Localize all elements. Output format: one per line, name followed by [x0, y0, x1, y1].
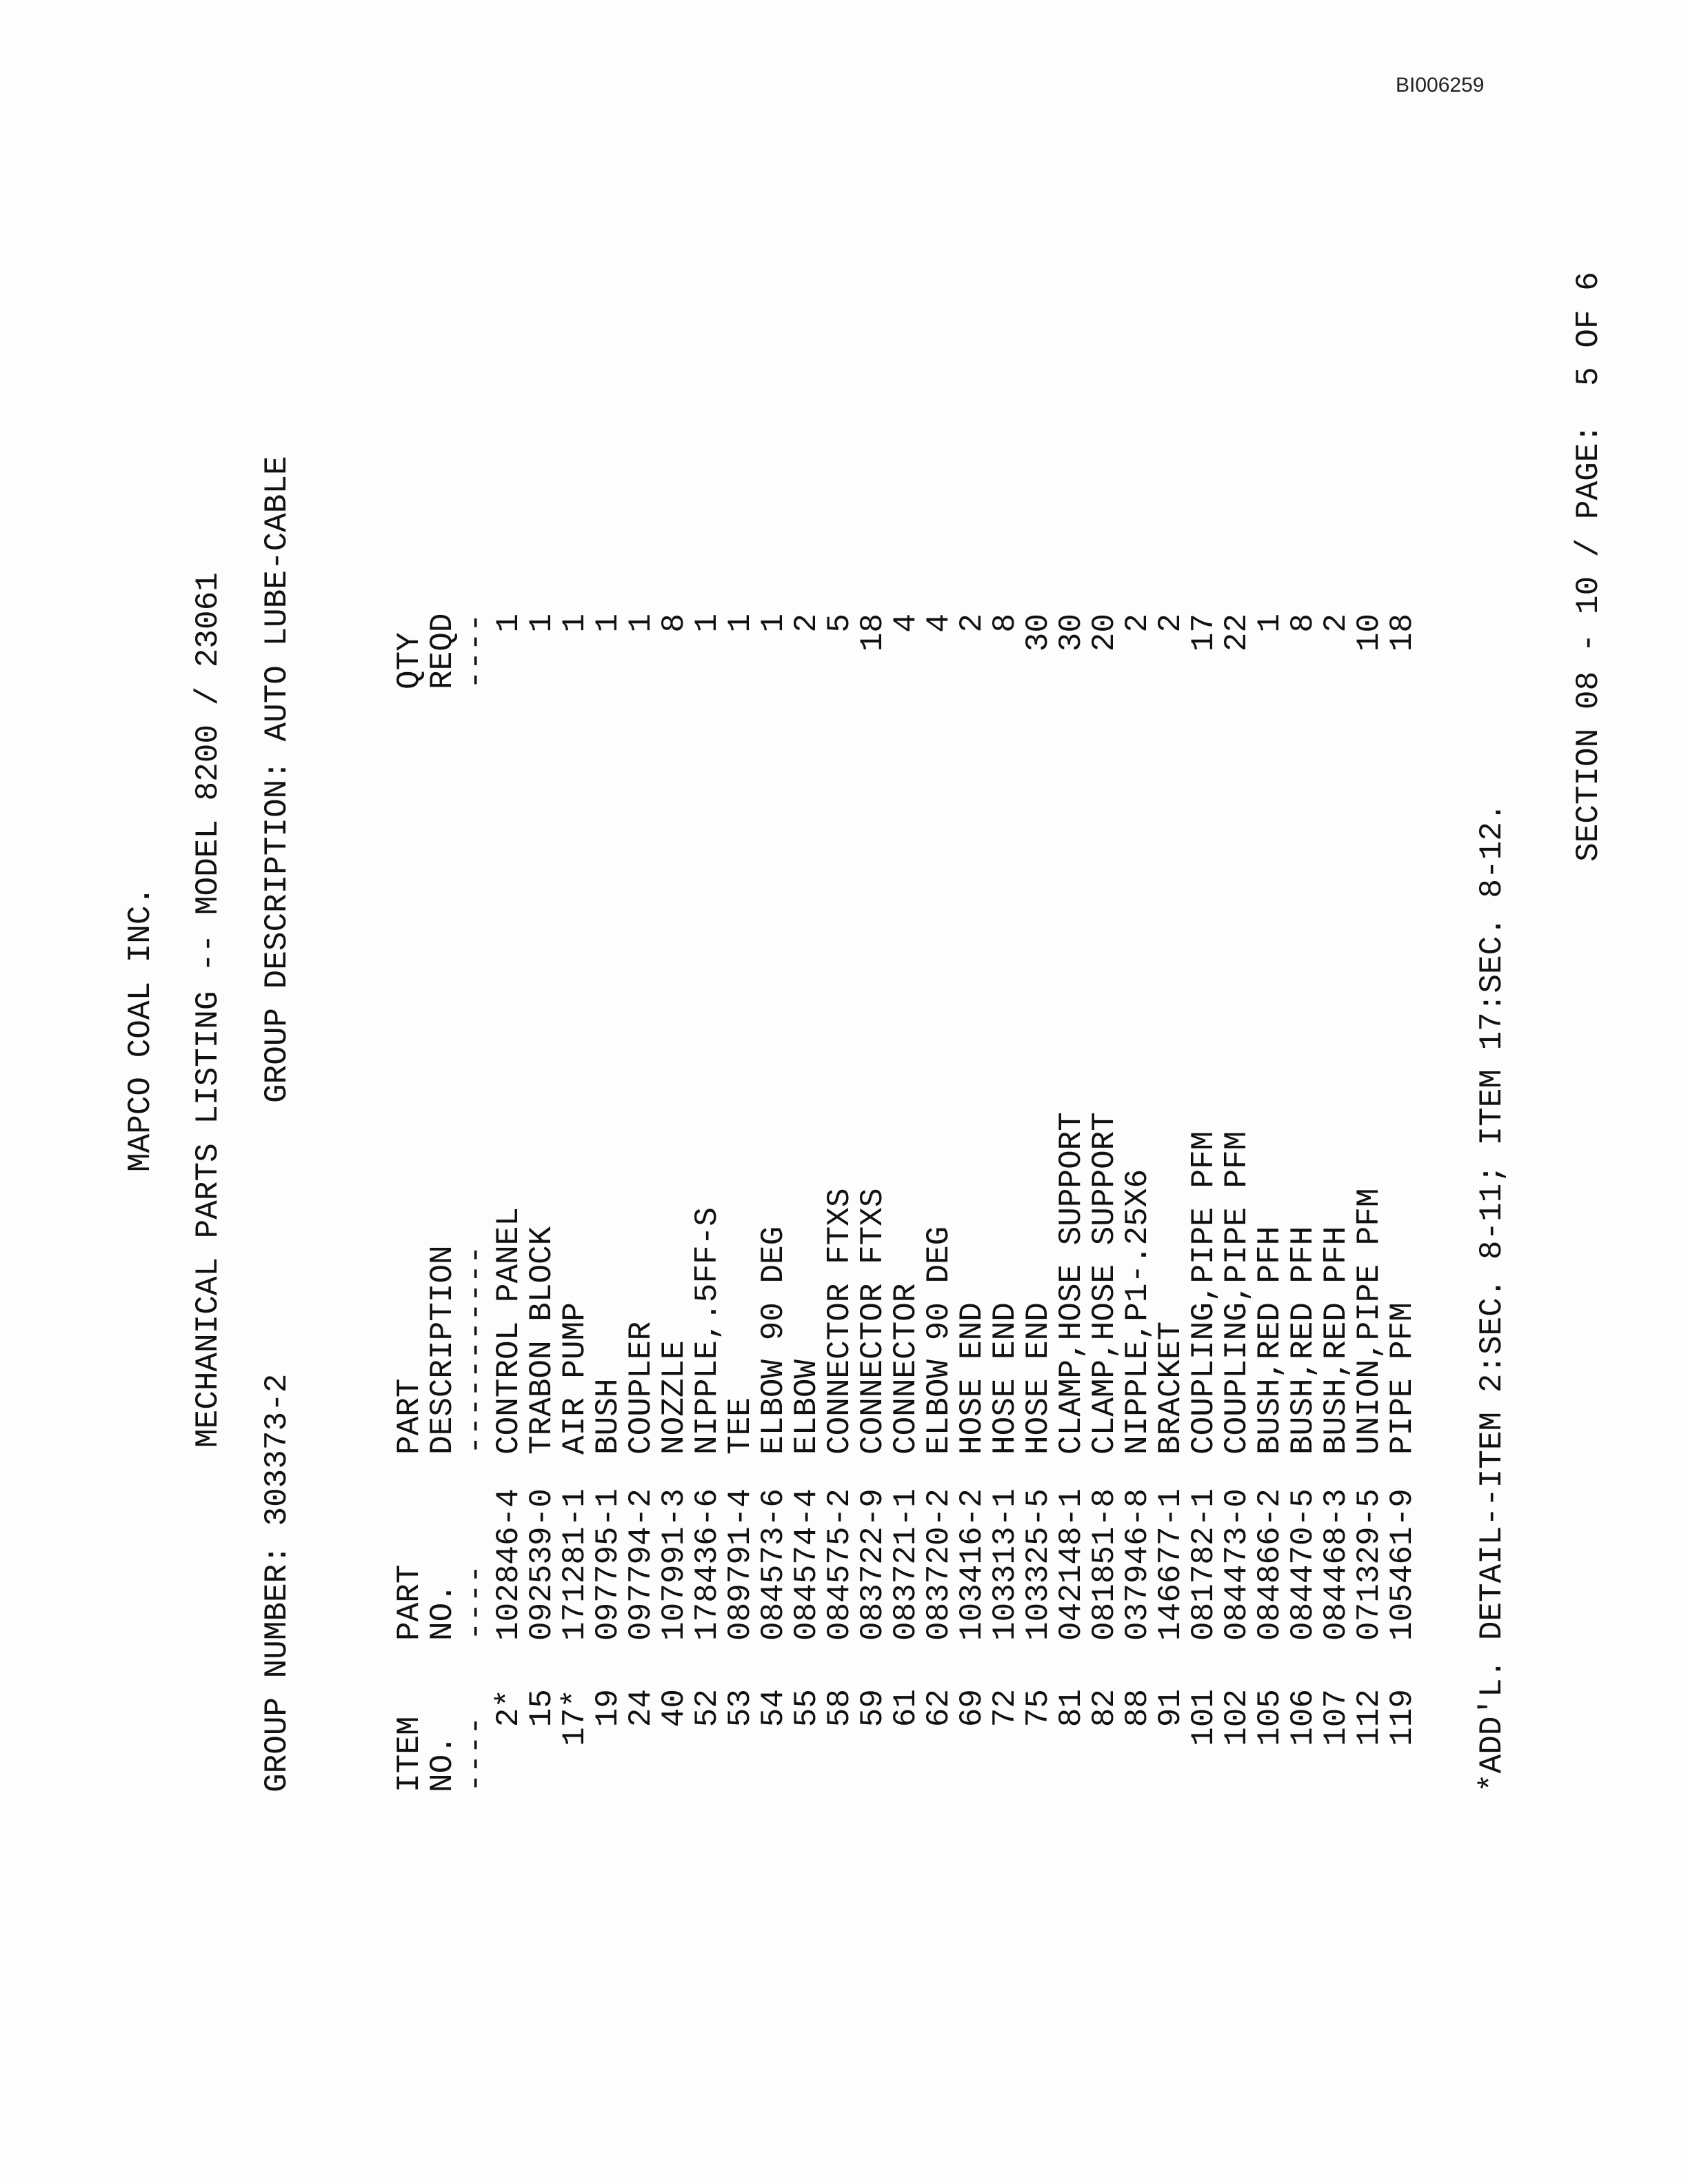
- part-no: 103325-5: [1021, 1488, 1056, 1641]
- table-row: [492, 552, 525, 1792]
- qty-reqd: 30: [1054, 614, 1089, 652]
- part-no: 105461-9: [1385, 1488, 1420, 1641]
- item-no: 91: [1153, 1689, 1189, 1728]
- company-name: MAPCO COAL INC.: [123, 886, 159, 1172]
- item-no: 82: [1087, 1689, 1123, 1728]
- item-no: 69: [954, 1689, 990, 1728]
- table-row: [724, 552, 757, 1792]
- part-description: BUSH,RED PFH: [1285, 1226, 1321, 1455]
- table-row: [989, 552, 1022, 1792]
- table-row: [1055, 552, 1088, 1792]
- item-no: 24: [623, 1689, 659, 1728]
- qty-reqd: 18: [855, 614, 891, 652]
- table-row: [1088, 552, 1121, 1792]
- description-header-rule: -----------: [458, 1245, 494, 1455]
- table-header: [393, 552, 503, 1792]
- table-row: [856, 552, 890, 1792]
- item-header-bottom: NO.: [425, 1735, 461, 1792]
- section-page-indicator: SECTION 08 - 10 / PAGE: 5 OF 6: [1571, 272, 1607, 862]
- qty-reqd: 4: [888, 614, 924, 633]
- table-row: [1254, 552, 1287, 1792]
- qty-reqd: 17: [1186, 614, 1222, 652]
- item-no: 61: [888, 1689, 924, 1728]
- part-no: 107991-3: [656, 1488, 692, 1641]
- part-no: 037946-8: [1120, 1488, 1156, 1641]
- qty-reqd: 1: [690, 614, 725, 633]
- table-row: [790, 552, 823, 1792]
- qty-header-top: QTY: [392, 632, 428, 689]
- qty-reqd: 8: [656, 614, 692, 633]
- item-no: 59: [855, 1689, 891, 1728]
- table-row: [691, 552, 724, 1792]
- part-no: 084470-5: [1285, 1488, 1321, 1641]
- part-no: 097794-2: [623, 1488, 659, 1641]
- description-header-bottom: DESCRIPTION: [425, 1245, 461, 1455]
- part-description: NIPPLE,.5FF-S: [690, 1207, 725, 1455]
- table-row: [1353, 552, 1386, 1792]
- part-no: 084575-2: [822, 1488, 858, 1641]
- qty-reqd: 2: [1120, 614, 1156, 633]
- part-description: TRABON BLOCK: [524, 1226, 560, 1455]
- part-description: CONNECTOR FTXS: [822, 1188, 858, 1455]
- item-no: 75: [1021, 1689, 1056, 1728]
- part-description: BUSH: [590, 1378, 626, 1455]
- qty-reqd: 2: [789, 614, 825, 633]
- part-no: 084573-6: [756, 1488, 792, 1641]
- part-description: CLAMP,HOSE SUPPORT: [1087, 1112, 1123, 1455]
- part-no: 083722-9: [855, 1488, 891, 1641]
- item-no: 101: [1186, 1689, 1222, 1746]
- part-no: 084468-3: [1318, 1488, 1354, 1641]
- part-description: CONNECTOR FTXS: [855, 1188, 891, 1455]
- qty-reqd: 8: [987, 614, 1023, 633]
- part-no: 084473-0: [1219, 1488, 1255, 1641]
- part-no: 103416-2: [954, 1488, 990, 1641]
- qty-reqd: 2: [1153, 614, 1189, 633]
- qty-reqd: 22: [1219, 614, 1255, 652]
- item-no: 2*: [491, 1689, 527, 1728]
- item-no: 112: [1352, 1689, 1387, 1746]
- document-id: BI006259: [1396, 74, 1485, 97]
- qty-reqd: 4: [921, 614, 957, 633]
- part-no: 081782-1: [1186, 1488, 1222, 1641]
- part-description: BRACKET: [1153, 1321, 1189, 1455]
- part-description: ELBOW 90 DEG: [921, 1226, 957, 1455]
- item-no: 19: [590, 1689, 626, 1728]
- part-description: UNION,PIPE PFM: [1352, 1188, 1387, 1455]
- table-row: [625, 552, 658, 1792]
- part-no: 178436-6: [690, 1488, 725, 1641]
- qty-reqd: 20: [1087, 614, 1123, 652]
- qty-reqd: 1: [756, 614, 792, 633]
- table-row: [559, 552, 592, 1792]
- item-no: 52: [690, 1689, 725, 1728]
- part-description: COUPLER: [623, 1321, 659, 1455]
- qty-reqd: 10: [1352, 614, 1387, 652]
- footnote: *ADD'L. DETAIL--ITEM 2:SEC. 8-11; ITEM 17:SEC. 8-12.: [1474, 802, 1510, 1792]
- qty-reqd: 1: [590, 614, 626, 633]
- part-description: ELBOW 90 DEG: [756, 1226, 792, 1455]
- rotated-parts-listing: [55, 69, 1641, 1792]
- qty-reqd: 1: [723, 614, 758, 633]
- part-no: 171281-1: [557, 1488, 593, 1641]
- part-no-header-rule: ----: [458, 1564, 494, 1641]
- table-row: [1154, 552, 1187, 1792]
- qty-reqd: 1: [557, 614, 593, 633]
- table-row: [1187, 552, 1220, 1792]
- part-description: COUPLING,PIPE PFM: [1186, 1131, 1222, 1455]
- part-no: 083720-2: [921, 1488, 957, 1641]
- item-no: 88: [1120, 1689, 1156, 1728]
- part-no: 042148-1: [1054, 1488, 1089, 1641]
- part-no: 084574-4: [789, 1488, 825, 1641]
- item-no: 15: [524, 1689, 560, 1728]
- listing-title: MECHANICAL PARTS LISTING -- MODEL 8200 / 23061: [190, 572, 226, 1448]
- part-description: HOSE END: [954, 1302, 990, 1455]
- part-no: 146677-1: [1153, 1488, 1189, 1641]
- qty-reqd: 5: [822, 614, 858, 633]
- qty-reqd: 2: [1318, 614, 1354, 633]
- qty-reqd: 1: [1252, 614, 1288, 633]
- item-no: 62: [921, 1689, 957, 1728]
- table-row: [757, 552, 790, 1792]
- qty-header-bottom: REQD: [425, 613, 461, 689]
- part-description: BUSH,RED PFH: [1252, 1226, 1288, 1455]
- qty-reqd: 1: [623, 614, 659, 633]
- table-row: [823, 552, 856, 1792]
- table-row: [658, 552, 691, 1792]
- item-header-rule: ----: [458, 1716, 494, 1792]
- part-description: COUPLING,PIPE PFM: [1219, 1131, 1255, 1455]
- item-no: 53: [723, 1689, 758, 1728]
- part-no: 092539-0: [524, 1488, 560, 1641]
- part-description: TEE: [723, 1397, 758, 1455]
- part-description: HOSE END: [1021, 1302, 1056, 1455]
- part-no: 103313-1: [987, 1488, 1023, 1641]
- part-no: 084866-2: [1252, 1488, 1288, 1641]
- table-row: [525, 552, 559, 1792]
- part-description: PIPE PFM: [1385, 1302, 1420, 1455]
- qty-reqd: 18: [1385, 614, 1420, 652]
- table-row: [592, 552, 625, 1792]
- table-row: [1386, 552, 1419, 1792]
- qty-reqd: 30: [1021, 614, 1056, 652]
- part-no: 097795-1: [590, 1488, 626, 1641]
- table-row: [1220, 552, 1254, 1792]
- item-no: 17*: [557, 1689, 593, 1746]
- item-header-top: ITEM: [392, 1716, 428, 1792]
- table-row: [956, 552, 989, 1792]
- table-row: [1320, 552, 1353, 1792]
- part-no: 102846-4: [491, 1488, 527, 1641]
- table-row: [1121, 552, 1154, 1792]
- qty-reqd: 8: [1285, 614, 1321, 633]
- item-no: 54: [756, 1689, 792, 1728]
- item-no: 119: [1385, 1689, 1420, 1746]
- part-description: BUSH,RED PFH: [1318, 1226, 1354, 1455]
- table-row: [1287, 552, 1320, 1792]
- part-no: 081851-8: [1087, 1488, 1123, 1641]
- item-no: 72: [987, 1689, 1023, 1728]
- part-description: HOSE END: [987, 1302, 1023, 1455]
- part-description: NIPPLE,P1-.25X6: [1120, 1169, 1156, 1455]
- item-no: 55: [789, 1689, 825, 1728]
- table-row: [890, 552, 923, 1792]
- table-row: [923, 552, 956, 1792]
- part-no: 089791-4: [723, 1488, 758, 1641]
- qty-header-rule: ----: [458, 613, 494, 689]
- parts-table-body: [492, 552, 1458, 1792]
- item-no: 58: [822, 1689, 858, 1728]
- part-description: CONNECTOR: [888, 1283, 924, 1455]
- group-description: GROUP DESCRIPTION: AUTO LUBE-CABLE: [259, 456, 295, 1103]
- part-description: CLAMP,HOSE SUPPORT: [1054, 1112, 1089, 1455]
- qty-reqd: 1: [491, 614, 527, 633]
- qty-reqd: 1: [524, 614, 560, 633]
- part-no: 083721-1: [888, 1488, 924, 1641]
- table-row: [1022, 552, 1055, 1792]
- part-description: AIR PUMP: [557, 1302, 593, 1455]
- part-no-header-bottom: NO.: [425, 1584, 461, 1641]
- item-no: 105: [1252, 1689, 1288, 1746]
- description-header-top: PART: [392, 1378, 428, 1455]
- item-no: 102: [1219, 1689, 1255, 1746]
- group-number: GROUP NUMBER: 303373-2: [259, 1373, 295, 1792]
- item-no: 106: [1285, 1689, 1321, 1746]
- part-no: 071329-5: [1352, 1488, 1387, 1641]
- part-description: NOZZLE: [656, 1340, 692, 1455]
- item-no: 40: [656, 1689, 692, 1728]
- qty-reqd: 2: [954, 614, 990, 633]
- item-no: 107: [1318, 1689, 1354, 1746]
- item-no: 81: [1054, 1689, 1089, 1728]
- part-description: CONTROL PANEL: [491, 1207, 527, 1455]
- part-description: ELBOW: [789, 1359, 825, 1455]
- part-no-header-top: PART: [392, 1564, 428, 1641]
